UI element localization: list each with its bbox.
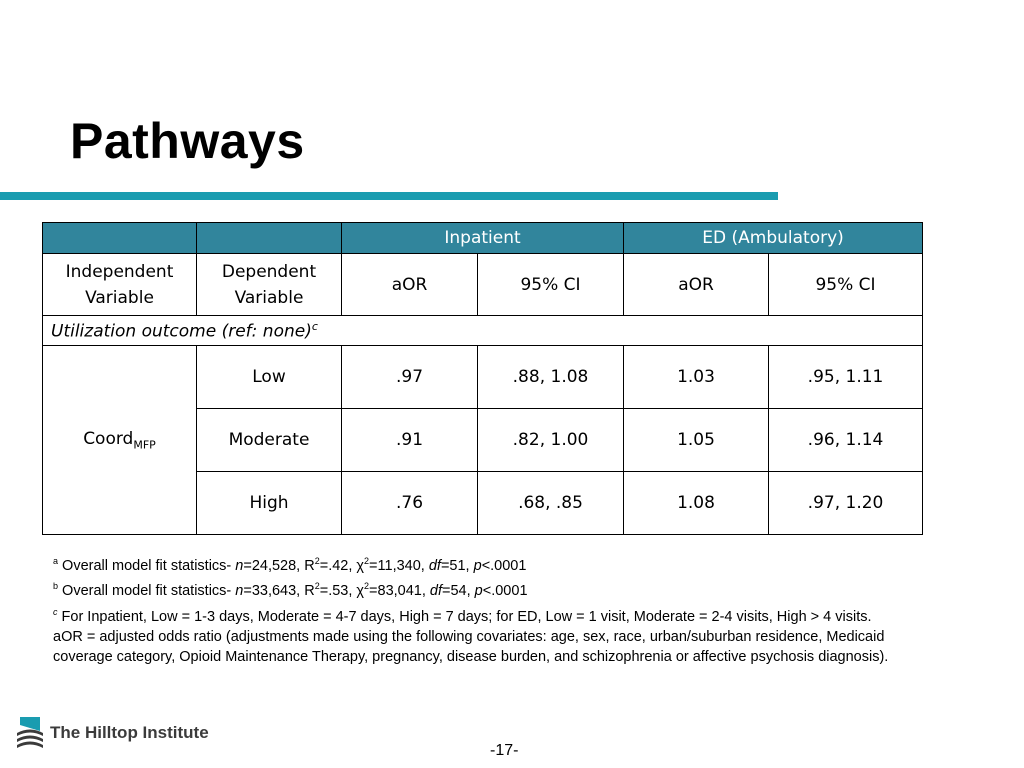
footnote-a-r2-exp: 2 <box>314 556 320 566</box>
footnote-a-df-value: =51, <box>440 557 474 574</box>
footnote-a-n-value: =24,528, R <box>243 557 315 574</box>
group-header-blank-2 <box>197 223 342 254</box>
footnote-a-chi-value: =11,340, <box>369 557 429 574</box>
col-label-dependent-line2: Variable <box>234 287 304 308</box>
title-divider <box>0 192 778 200</box>
table-section-row <box>43 316 923 346</box>
row-ed-ci: .96, 1.14 <box>769 409 923 472</box>
footnote-a-p-label: p <box>473 557 482 574</box>
footnote-c <box>53 602 923 627</box>
footnote-a-prefix: Overall model fit statistics- <box>58 557 236 574</box>
row-ed-aor: 1.03 <box>624 346 769 409</box>
footnote-b-chi-value: =83,041, <box>369 583 430 600</box>
row-inpatient-ci: .82, 1.00 <box>478 409 624 472</box>
footnote-a-mark: a <box>53 556 59 566</box>
group-header-blank-1 <box>43 223 197 254</box>
col-label-dependent-line1: Dependent <box>221 261 317 282</box>
col-label-ed-ci: 95% CI <box>769 254 923 316</box>
results-table <box>42 222 923 535</box>
section-label-text: Utilization outcome (ref: none) <box>51 321 312 342</box>
row-inpatient-aor: .91 <box>342 409 478 472</box>
footnote-b-prefix: Overall model fit statistics- <box>58 583 236 600</box>
section-label-superscript: c <box>311 319 318 333</box>
footnote-aor: aOR = adjusted odds ratio (adjustments made using the following covariates: age, sex, race, urban/suburban residence, Medicaid coverage category, Opioid Maintenance Therapy, pregnancy, disease burden, and schizophrenia or affective psychosis diagnosis). <box>53 628 889 666</box>
col-label-inpatient-ci: 95% CI <box>478 254 624 316</box>
row-ed-ci: .95, 1.11 <box>769 346 923 409</box>
hilltop-logo-icon <box>16 717 44 749</box>
row-dependent-label: Moderate <box>197 409 342 472</box>
slide-title: Pathways <box>70 113 305 169</box>
row-ed-ci: .97, 1.20 <box>769 472 923 535</box>
table-column-label-row <box>43 254 923 316</box>
footnote-b-mark: b <box>53 581 59 592</box>
hilltop-logo <box>16 717 209 749</box>
independent-variable-subscript: MFP <box>133 438 156 452</box>
footnote-a-p-value: <.0001 <box>481 557 527 574</box>
footnote-b-chi-exp: 2 <box>364 581 370 592</box>
row-ed-aor: 1.05 <box>624 409 769 472</box>
independent-variable-base: Coord <box>83 428 134 449</box>
footnote-b-df-value: =54, <box>442 583 475 600</box>
col-label-inpatient-aor: aOR <box>342 254 478 316</box>
footnote-a <box>53 551 923 576</box>
footnote-b-r2-value: =.53, χ <box>319 583 365 600</box>
col-label-ed-aor: aOR <box>624 254 769 316</box>
group-header-ed: ED (Ambulatory) <box>624 223 923 254</box>
table-row <box>43 346 923 409</box>
row-dependent-label: Low <box>197 346 342 409</box>
col-label-independent <box>43 254 197 316</box>
page-number: -17- <box>490 742 519 759</box>
logo-text: The Hilltop Institute <box>50 723 209 742</box>
group-header-inpatient: Inpatient <box>342 223 624 254</box>
footnote-b <box>53 576 923 601</box>
footnote-a-r2-value: =.42, χ <box>319 557 365 574</box>
row-inpatient-ci: .68, .85 <box>478 472 624 535</box>
row-inpatient-aor: .76 <box>342 472 478 535</box>
footnote-b-df-label: df <box>429 583 443 600</box>
footnote-b-p-label: p <box>474 583 483 600</box>
footnote-b-r2-exp: 2 <box>314 581 320 592</box>
footnote-b-p-value: <.0001 <box>482 583 528 600</box>
row-inpatient-aor: .97 <box>342 346 478 409</box>
row-ed-aor: 1.08 <box>624 472 769 535</box>
footnote-a-n-label: n <box>235 557 244 574</box>
footnote-b-n-value: =33,643, R <box>243 583 315 600</box>
footnote-a-df-label: df <box>428 557 441 574</box>
section-label <box>43 316 923 346</box>
col-label-dependent <box>197 254 342 316</box>
row-inpatient-ci: .88, 1.08 <box>478 346 624 409</box>
table-group-header-row <box>43 223 923 254</box>
footnotes <box>53 551 923 668</box>
col-label-independent-line2: Variable <box>85 287 154 308</box>
col-label-independent-line1: Independent <box>65 261 174 282</box>
row-dependent-label: High <box>197 472 342 535</box>
footnote-c-mark: c <box>53 606 58 617</box>
footnote-b-n-label: n <box>235 583 244 600</box>
independent-variable-cell <box>43 346 197 535</box>
footnote-c-text: For Inpatient, Low = 1-3 days, Moderate = 4-7 days, High = 7 days; for ED, Low = 1 visit, Moderate = 2-4 visits, High > 4 visits. <box>57 608 872 625</box>
footnote-a-chi-exp: 2 <box>364 556 370 566</box>
